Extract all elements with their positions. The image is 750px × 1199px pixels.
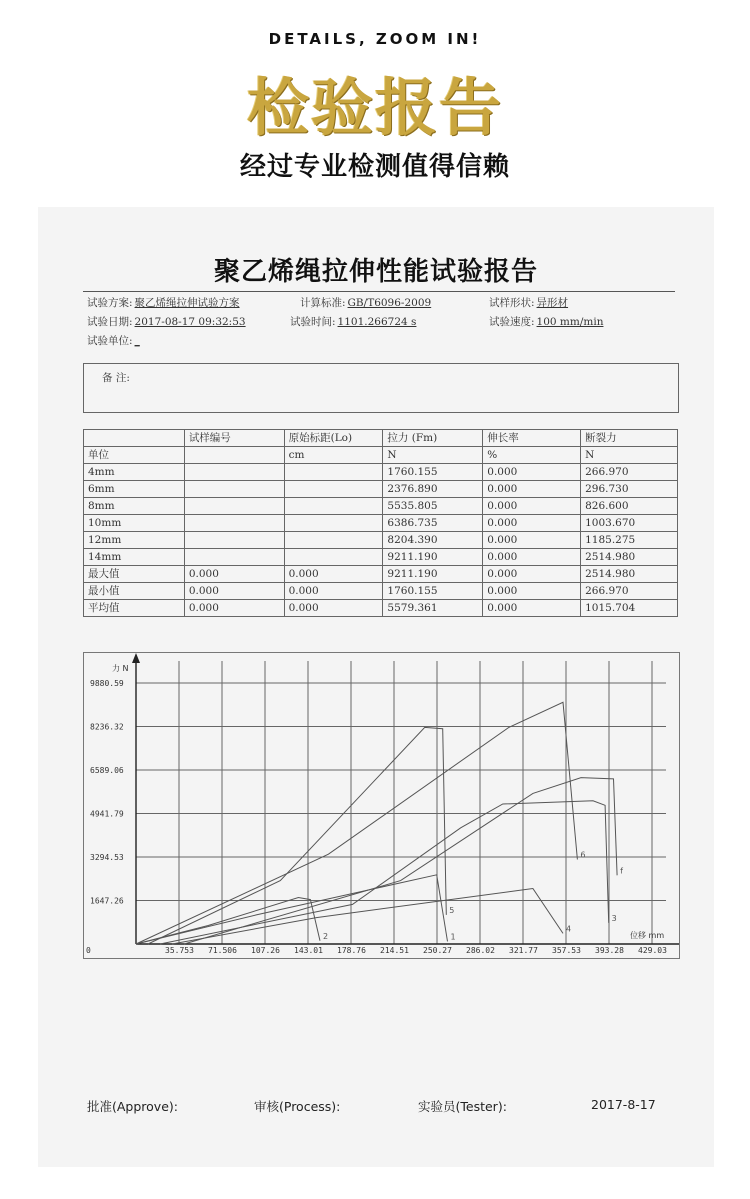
table-cell: 266.970 bbox=[581, 583, 678, 600]
footer-process: 审核(Process): bbox=[254, 1099, 341, 1114]
series-label: 5 bbox=[449, 905, 455, 915]
table-header-cell: 原始标距(Lo) bbox=[284, 430, 383, 447]
x-tick-label: 429.03 bbox=[638, 946, 667, 955]
meta-unit-value: _ bbox=[134, 335, 140, 347]
table-row bbox=[84, 447, 678, 464]
x-tick-label: 107.26 bbox=[251, 946, 280, 955]
footer-date: 2017-8-17 bbox=[591, 1097, 656, 1112]
series-label: 3 bbox=[611, 913, 617, 923]
y-axis-arrow-icon bbox=[132, 653, 140, 663]
table-cell: 0.000 bbox=[483, 464, 581, 481]
table-cell: 10mm bbox=[84, 515, 185, 532]
table-row bbox=[84, 515, 678, 532]
meta-speed-value: 100 mm/min bbox=[536, 316, 604, 328]
table-cell: 9211.190 bbox=[383, 549, 483, 566]
series-line-3 bbox=[160, 801, 609, 944]
table-cell: 8204.390 bbox=[383, 532, 483, 549]
table-row bbox=[84, 583, 678, 600]
x-tick-label: 35.753 bbox=[165, 946, 194, 955]
meta-shape bbox=[489, 295, 568, 310]
table-cell bbox=[284, 549, 383, 566]
x-tick-label: 143.01 bbox=[294, 946, 323, 955]
report-title: 聚乙烯绳拉伸性能试验报告 bbox=[213, 257, 538, 287]
table-cell bbox=[284, 464, 383, 481]
notes-label: 备 注: bbox=[102, 372, 130, 384]
x-tick-label: 286.02 bbox=[466, 946, 495, 955]
meta-unit bbox=[87, 333, 140, 348]
table-cell: 0.000 bbox=[483, 566, 581, 583]
table-cell bbox=[184, 447, 284, 464]
table-cell: 2376.890 bbox=[383, 481, 483, 498]
meta-time-value: 1101.266724 s bbox=[337, 316, 417, 328]
meta-scheme bbox=[87, 295, 240, 310]
table-row bbox=[84, 532, 678, 549]
table-cell: 5535.805 bbox=[383, 498, 483, 515]
table-cell: 1760.155 bbox=[383, 464, 483, 481]
report-paper bbox=[38, 207, 714, 1167]
meta-standard bbox=[300, 295, 431, 310]
footer-tester: 实验员(Tester): bbox=[418, 1099, 507, 1114]
y-axis-label: 力 N bbox=[112, 664, 129, 673]
table-row bbox=[84, 498, 678, 515]
meta-speed bbox=[489, 314, 603, 329]
table-cell: 1015.704 bbox=[581, 600, 678, 617]
table-cell bbox=[284, 515, 383, 532]
table-cell: 0.000 bbox=[184, 583, 284, 600]
table-cell: cm bbox=[284, 447, 383, 464]
series-line-4 bbox=[172, 889, 563, 945]
meta-unit-label: 试验单位: bbox=[87, 335, 133, 347]
table-row bbox=[84, 566, 678, 583]
results-table bbox=[83, 429, 678, 617]
y-tick-label: 9880.59 bbox=[90, 679, 124, 688]
table-row bbox=[84, 481, 678, 498]
table-cell: 14mm bbox=[84, 549, 185, 566]
meta-time bbox=[290, 314, 416, 329]
series-label: 4 bbox=[565, 924, 572, 934]
table-cell: 826.600 bbox=[581, 498, 678, 515]
table-header-cell bbox=[84, 430, 185, 447]
table-cell: 1003.670 bbox=[581, 515, 678, 532]
header-title: 检验报告 bbox=[246, 71, 503, 144]
table-cell: 266.970 bbox=[581, 464, 678, 481]
meta-date-value: 2017-08-17 09:32:53 bbox=[134, 316, 246, 328]
table-header-cell: 断裂力 bbox=[581, 430, 678, 447]
table-row bbox=[84, 600, 678, 617]
table-cell bbox=[184, 481, 284, 498]
table-cell: 0.000 bbox=[184, 600, 284, 617]
table-cell: 0.000 bbox=[483, 515, 581, 532]
x-tick-label: 71.506 bbox=[208, 946, 237, 955]
table-cell: 最小值 bbox=[84, 583, 185, 600]
force-displacement-chart bbox=[84, 653, 679, 958]
table-cell: N bbox=[383, 447, 483, 464]
meta-standard-label: 计算标准: bbox=[300, 297, 346, 309]
x-axis-label: 位移 mm bbox=[630, 931, 665, 940]
series-label: 1 bbox=[450, 932, 456, 942]
table-cell: % bbox=[483, 447, 581, 464]
table-cell: 12mm bbox=[84, 532, 185, 549]
table-cell: 0.000 bbox=[483, 600, 581, 617]
table-cell bbox=[184, 532, 284, 549]
table-header-cell: 伸长率 bbox=[483, 430, 581, 447]
table-cell: 平均值 bbox=[84, 600, 185, 617]
x-tick-label: 393.28 bbox=[595, 946, 624, 955]
y-tick-label: 4941.79 bbox=[90, 809, 124, 819]
table-cell: 5579.361 bbox=[383, 600, 483, 617]
table-row bbox=[84, 464, 678, 481]
table-row bbox=[84, 549, 678, 566]
series-line-5 bbox=[148, 727, 446, 944]
table-cell: 0.000 bbox=[483, 498, 581, 515]
notes-box bbox=[83, 363, 679, 413]
meta-time-label: 试验时间: bbox=[290, 316, 336, 328]
series-line-1 bbox=[136, 875, 448, 944]
y-tick-label: 6589.06 bbox=[90, 766, 124, 775]
table-cell: 296.730 bbox=[581, 481, 678, 498]
meta-date bbox=[87, 314, 246, 329]
title-divider bbox=[83, 291, 675, 292]
table-cell: 4mm bbox=[84, 464, 185, 481]
footer-approve: 批准(Approve): bbox=[87, 1099, 178, 1114]
x-tick-label: 214.51 bbox=[380, 946, 409, 955]
table-header-row bbox=[84, 430, 678, 447]
meta-scheme-label: 试验方案: bbox=[87, 297, 133, 309]
table-cell: 单位 bbox=[84, 447, 185, 464]
y-tick-label: 8236.32 bbox=[90, 722, 124, 732]
table-cell bbox=[184, 464, 284, 481]
meta-standard-value: GB/T6096-2009 bbox=[347, 297, 432, 309]
table-cell: 6386.735 bbox=[383, 515, 483, 532]
table-cell: 0.000 bbox=[284, 566, 383, 583]
x-tick-label: 0 bbox=[86, 946, 91, 955]
meta-scheme-value: 聚乙烯绳拉伸试验方案 bbox=[134, 297, 240, 309]
table-cell: 6mm bbox=[84, 481, 185, 498]
table-cell: 0.000 bbox=[483, 481, 581, 498]
x-tick-label: 357.53 bbox=[552, 946, 581, 955]
meta-shape-label: 试样形状: bbox=[489, 297, 535, 309]
table-header-cell: 拉力 (Fm) bbox=[383, 430, 483, 447]
chart-container bbox=[83, 652, 680, 959]
table-cell: 2514.980 bbox=[581, 566, 678, 583]
y-tick-label: 1647.26 bbox=[90, 896, 124, 906]
x-tick-label: 178.76 bbox=[337, 946, 366, 955]
table-cell: 0.000 bbox=[284, 600, 383, 617]
table-cell: 2514.980 bbox=[581, 549, 678, 566]
y-tick-label: 3294.53 bbox=[90, 853, 124, 862]
meta-shape-value: 异形材 bbox=[536, 297, 569, 309]
series-label: f bbox=[620, 866, 623, 876]
table-cell: 9211.190 bbox=[383, 566, 483, 583]
table-cell: 最大值 bbox=[84, 566, 185, 583]
meta-speed-label: 试验速度: bbox=[489, 316, 535, 328]
series-line-6 bbox=[136, 702, 577, 944]
table-cell bbox=[284, 498, 383, 515]
table-cell: N bbox=[581, 447, 678, 464]
table-cell bbox=[184, 549, 284, 566]
series-label: 6 bbox=[580, 850, 586, 860]
table-cell: 0.000 bbox=[284, 583, 383, 600]
table-cell bbox=[184, 515, 284, 532]
table-cell: 0.000 bbox=[483, 532, 581, 549]
table-cell: 1185.275 bbox=[581, 532, 678, 549]
x-tick-label: 250.27 bbox=[423, 946, 452, 955]
table-header-cell: 试样编号 bbox=[184, 430, 284, 447]
table-cell: 1760.155 bbox=[383, 583, 483, 600]
header-top-line: DETAILS, ZOOM IN! bbox=[268, 30, 482, 48]
series-label: 2 bbox=[323, 931, 329, 941]
table-cell bbox=[284, 532, 383, 549]
table-cell bbox=[284, 481, 383, 498]
table-cell: 8mm bbox=[84, 498, 185, 515]
table-cell: 0.000 bbox=[184, 566, 284, 583]
meta-date-label: 试验日期: bbox=[87, 316, 133, 328]
table-cell: 0.000 bbox=[483, 549, 581, 566]
header-subtitle: 经过专业检测值得信赖 bbox=[239, 152, 510, 182]
x-tick-label: 321.77 bbox=[509, 946, 538, 955]
table-cell bbox=[184, 498, 284, 515]
table-cell: 0.000 bbox=[483, 583, 581, 600]
